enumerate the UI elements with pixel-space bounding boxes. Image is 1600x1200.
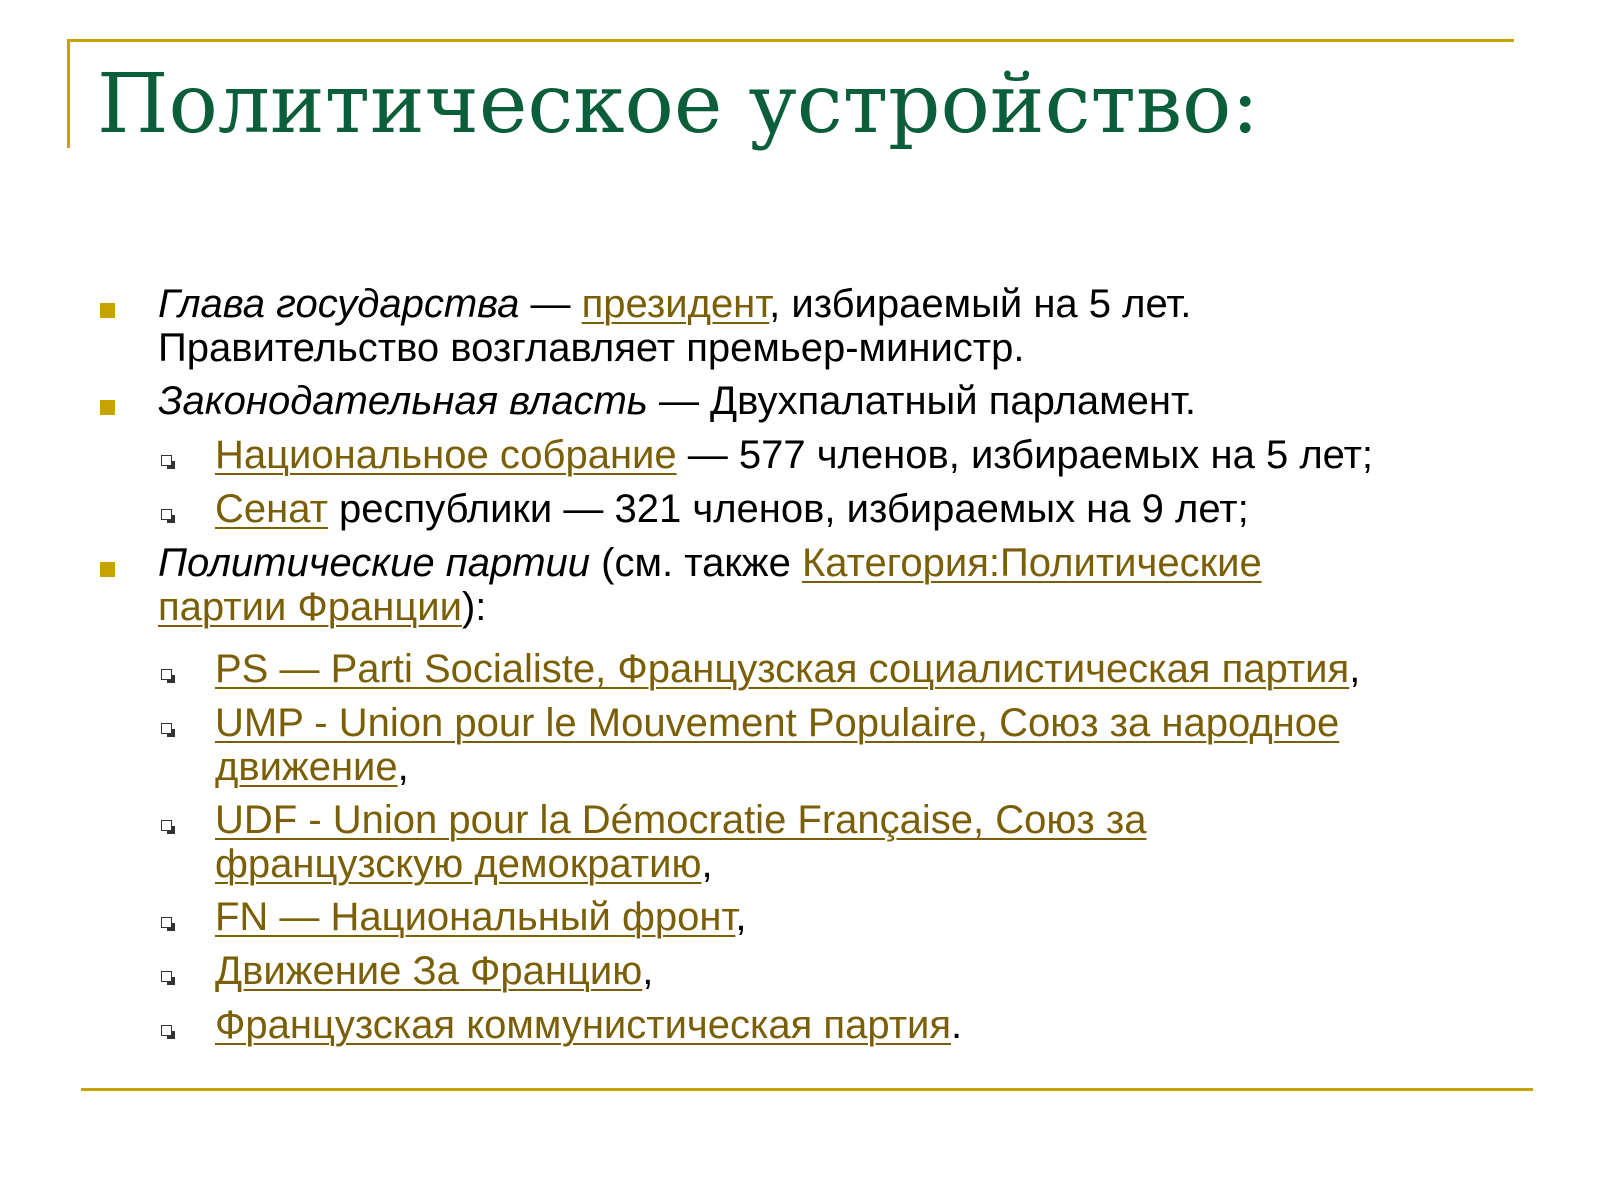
hollow-square-bullet-icon: [161, 723, 172, 734]
ump-link[interactable]: UMP - Union pour le Mouvement Populaire, Союз за народное: [215, 701, 1340, 745]
item-text: (см. также: [590, 541, 802, 585]
list-item-udf: [215, 798, 1146, 886]
square-bullet-icon: [100, 400, 115, 415]
hollow-square-bullet-icon: [161, 669, 172, 680]
item-text: ,: [1349, 647, 1361, 691]
national-assembly-link[interactable]: Национальное собрание: [215, 433, 677, 477]
item-text: ,: [642, 949, 654, 993]
list-item-ps: [215, 647, 1360, 691]
hollow-square-bullet-icon: [161, 820, 172, 831]
list-item-national-assembly: [215, 433, 1373, 477]
square-bullet-icon: [100, 303, 115, 318]
item-term: Политические партии: [158, 541, 591, 585]
pcf-link[interactable]: Французская коммунистическая партия: [215, 1003, 952, 1047]
ump-link-cont[interactable]: движение: [215, 745, 398, 789]
hollow-square-bullet-icon: [161, 455, 172, 466]
list-item-fn: [215, 895, 747, 939]
mpf-link[interactable]: Движение За Францию: [215, 949, 643, 993]
hollow-square-bullet-icon: [161, 509, 172, 520]
list-item-ump: [215, 701, 1339, 789]
udf-link[interactable]: UDF - Union pour la Démocratie Française, Союз за: [215, 798, 1147, 842]
item-term: Законодательная власть: [158, 379, 648, 423]
udf-link-cont[interactable]: французскую демократию: [215, 842, 702, 886]
list-item-head-of-state: [158, 282, 1191, 370]
item-text: —: [519, 282, 582, 326]
list-item-mpf: [215, 949, 653, 993]
hollow-square-bullet-icon: [161, 1025, 172, 1036]
item-text: ):: [461, 585, 487, 629]
item-text: ,: [735, 895, 747, 939]
list-item-pcf: [215, 1003, 962, 1047]
president-link[interactable]: президент: [581, 282, 770, 326]
item-text: ,: [397, 745, 409, 789]
item-term: Глава государства: [158, 282, 520, 326]
senate-link[interactable]: Сенат: [215, 487, 328, 531]
item-text: республики — 321 членов, избираемых на 9 лет;: [327, 487, 1249, 531]
bottom-accent-line: [81, 1088, 1533, 1091]
hollow-square-bullet-icon: [161, 917, 172, 928]
slide-title: Политическое устройство:: [97, 57, 1260, 152]
item-text: .: [951, 1003, 963, 1047]
category-political-parties-link[interactable]: Категория:Политические: [801, 541, 1262, 585]
item-text: ,: [701, 842, 713, 886]
list-item-senate: [215, 487, 1249, 531]
category-political-parties-link-cont[interactable]: партии Франции: [158, 585, 462, 629]
hollow-square-bullet-icon: [161, 971, 172, 982]
fn-link[interactable]: FN — Национальный фронт: [215, 895, 736, 939]
list-item-political-parties: [158, 541, 1262, 629]
square-bullet-icon: [100, 562, 115, 577]
item-text: — 577 членов, избираемых на 5 лет;: [676, 433, 1374, 477]
item-text: — Двухпалатный парламент.: [647, 379, 1196, 423]
item-text-line2: Правительство возглавляет премьер-министр.: [158, 326, 1025, 370]
ps-link[interactable]: PS — Parti Socialiste, Французская социалистическая партия: [215, 647, 1350, 691]
list-item-legislature: [158, 379, 1196, 423]
item-text: , избираемый на 5 лет.: [769, 282, 1192, 326]
